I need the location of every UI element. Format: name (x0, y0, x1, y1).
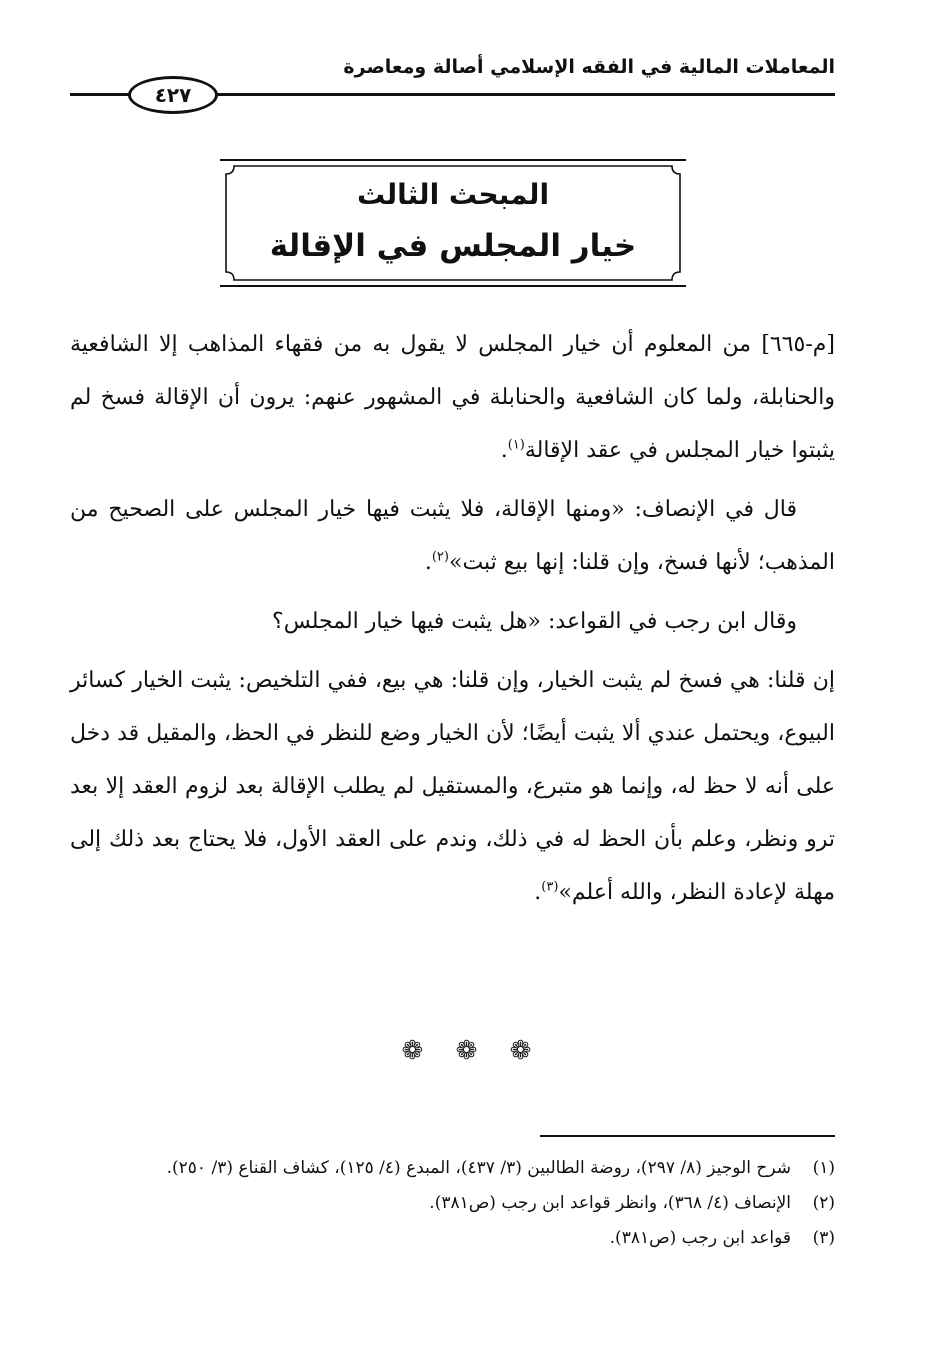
paragraph-4-text: إن قلنا: هي فسخ لم يثبت الخيار، وإن قلنا: هي بيع، ففي التلخيص: يثبت الخيار كسائر البيوع، ويحتمل عندي ألا يثبت أيضًا؛ لأن الخيار وضع للنظر في الحظ، والمقيل قد دخل على أنه لا حظ له، وإنما هو متبرع، والمستقيل لم يطلب الإقالة بعد لزوم العقد إلا بعد ترو ونظر، وعلم بأن الحظ له في ذلك، وندم على العقد الأول، فلا يحتاج بعد ذلك إلى مهلة لإعادة النظر، والله أعلم» (70, 668, 835, 905)
footnote-ref-2: (٢) (431, 549, 449, 565)
paragraph-1-end: . (500, 438, 508, 463)
footnote-text: الإنصاف (٤/ ٣٦٨)، وانظر قواعد ابن رجب (ص٣٨١). (429, 1193, 791, 1213)
footnote-text: شرح الوجيز (٨/ ٢٩٧)، روضة الطالبين (٣/ ٤٣٧)، المبدع (٤/ ١٢٥)، كشاف القناع (٣/ ٢٥٠). (166, 1158, 791, 1178)
page-number: ٤٢٧ (128, 76, 218, 114)
paragraph-2-text: قال في الإنصاف: «ومنها الإقالة، فلا يثبت فيها خيار المجلس على الصحيح من المذهب؛ لأنها فسخ، وإن قلنا: إنها بيع ثبت» (70, 497, 835, 575)
footnotes (70, 1152, 835, 1257)
running-title: المعاملات المالية في الفقه الإسلامي أصالة ومعاصرة (343, 56, 835, 78)
footnote-1 (70, 1152, 835, 1185)
paragraph-1 (70, 318, 835, 477)
paragraph-3 (70, 595, 835, 648)
footnote-ref-1: (١) (507, 437, 525, 453)
footnote-rule (540, 1135, 835, 1137)
footnote-2 (70, 1187, 835, 1220)
paragraph-1-text: [م-٦٦٥] من المعلوم أن خيار المجلس لا يقول به من فقهاء المذاهب إلا الشافعية والحنابلة، ولما كان الشافعية والحنابلة في المشهور عنهم: يرون أن الإقالة فسخ لم يثبتوا خيار المجلس في عقد الإقالة (70, 332, 835, 463)
footnote-number: (١) (812, 1158, 835, 1178)
footnote-ref-3: (٣) (541, 879, 559, 895)
section-title: خيار المجلس في الإقالة (269, 228, 637, 264)
paragraph-4 (70, 654, 835, 919)
section-heading-box (220, 158, 686, 288)
body-text (70, 318, 835, 925)
footnote-3 (70, 1222, 835, 1255)
paragraph-2 (70, 483, 835, 589)
footnote-number: (٢) (812, 1193, 835, 1213)
footnote-number: (٣) (812, 1228, 835, 1248)
flower-ornament-icon: ❁ ❁ ❁ (401, 1036, 544, 1066)
paragraph-2-end: . (424, 550, 432, 575)
footnote-text: قواعد ابن رجب (ص٣٨١). (609, 1228, 791, 1248)
paragraph-4-end: . (534, 880, 542, 905)
paragraph-3-text: وقال ابن رجب في القواعد: «هل يثبت فيها خيار المجلس؟ (272, 609, 797, 634)
section-label: المبحث الثالث (356, 178, 550, 211)
